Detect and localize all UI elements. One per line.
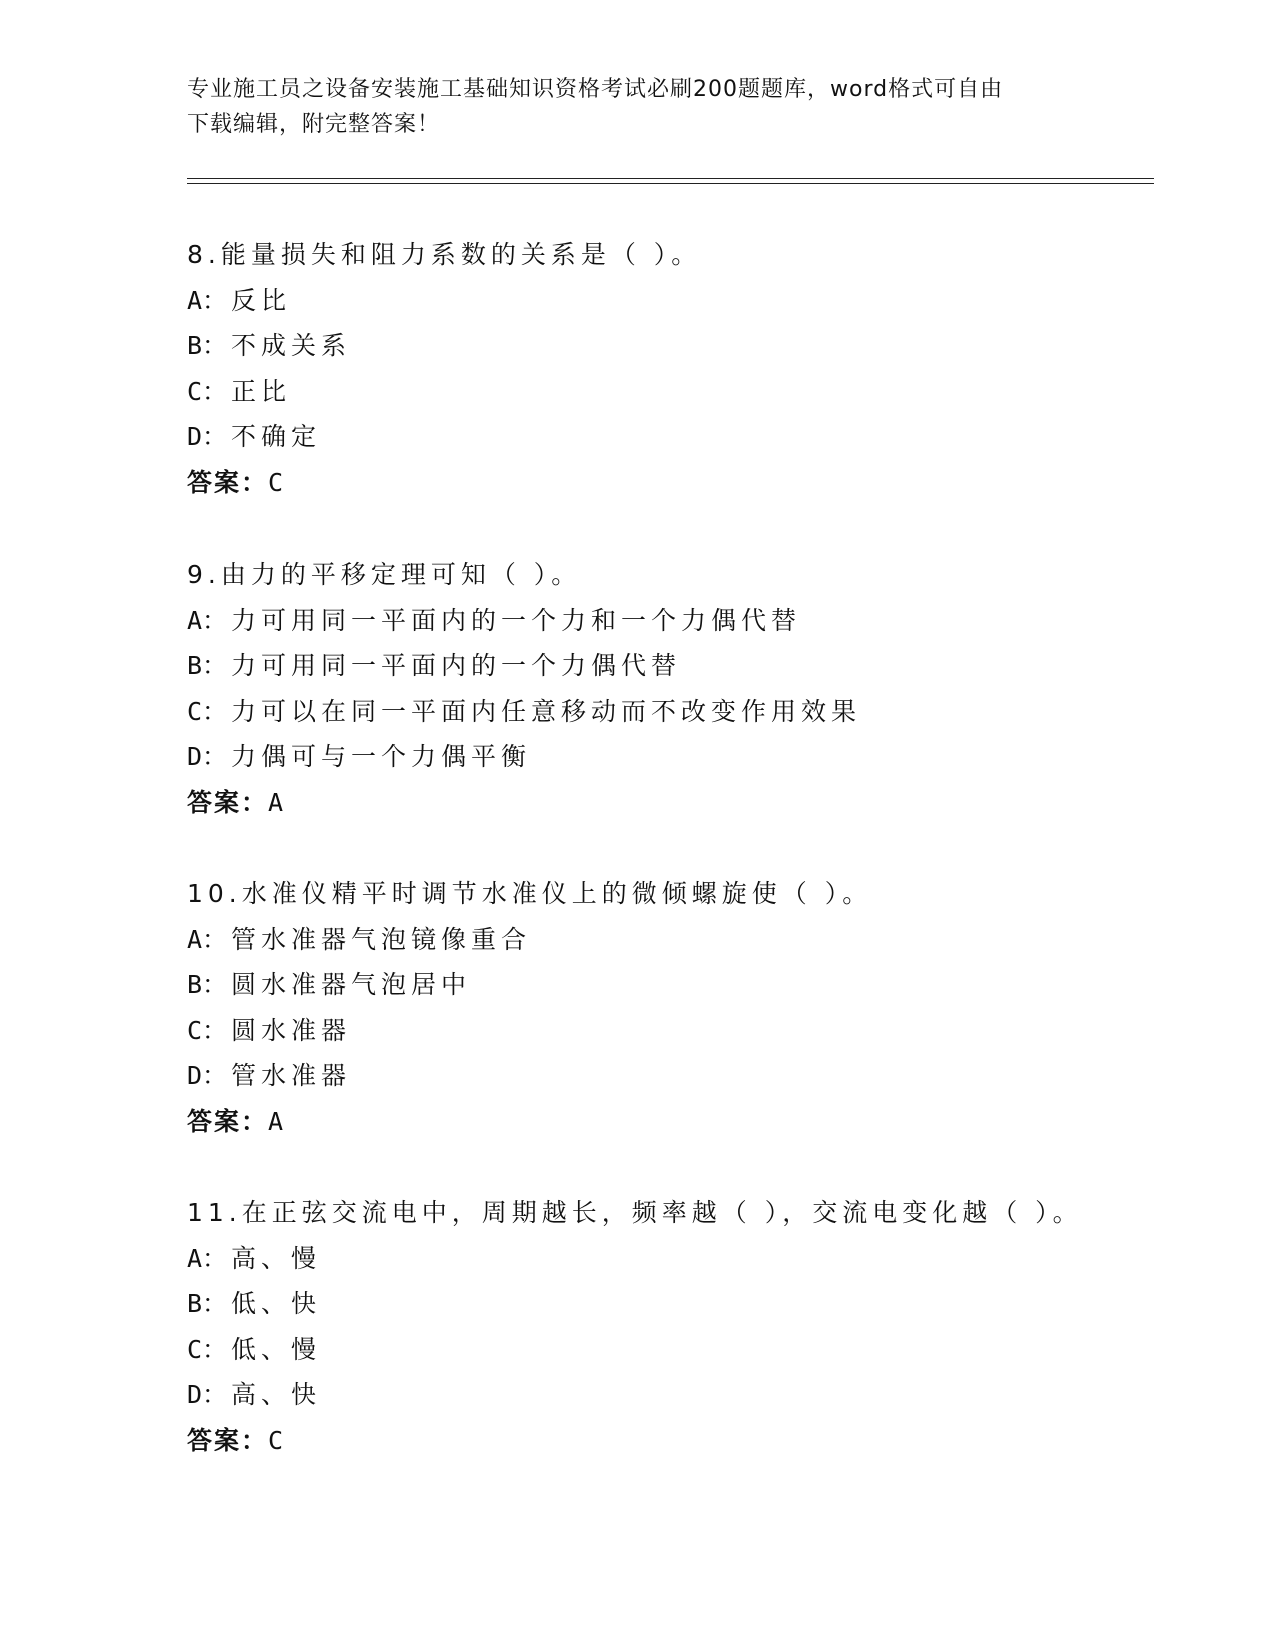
option-text: 力可用同一平面内的一个力和一个力偶代替 (231, 605, 802, 635)
option-text: 低、慢 (231, 1334, 322, 1364)
question-11 (187, 1190, 1187, 1464)
question-10 (187, 871, 1187, 1145)
option-key: C： (187, 1015, 228, 1045)
option-text: 力可用同一平面内的一个力偶代替 (231, 651, 682, 681)
answer-value: A (268, 787, 284, 817)
option-key: A： (187, 285, 228, 315)
option-text: 力偶可与一个力偶平衡 (231, 742, 532, 772)
answer-line (187, 1418, 1187, 1464)
answer-label: 答案： (187, 467, 269, 497)
option-key: A： (187, 924, 228, 954)
option-key: B： (187, 970, 228, 1000)
question-stem: 9.由力的平移定理可知（ ）。 (187, 560, 582, 589)
answer-line (187, 780, 1187, 826)
option-key: D： (187, 1380, 228, 1410)
option-text: 圆水准器 (231, 1015, 352, 1045)
option-a (187, 598, 1187, 644)
option-key: D： (187, 422, 228, 452)
option-d (187, 734, 1187, 780)
option-b (187, 1281, 1187, 1327)
answer-line (187, 1099, 1187, 1145)
option-text: 正比 (231, 376, 292, 406)
header-rule-top (187, 178, 1154, 179)
option-c (187, 1327, 1187, 1373)
option-c (187, 369, 1187, 415)
question-9 (187, 552, 1187, 826)
option-key: C： (187, 1334, 228, 1364)
option-text: 管水准器气泡镜像重合 (231, 924, 532, 954)
option-text: 低、快 (231, 1289, 322, 1319)
option-b (187, 962, 1187, 1008)
header-line-1: 专业施工员之设备安装施工基础知识资格考试必刷200题题库，word格式可自由 (187, 77, 1004, 102)
option-text: 圆水准器气泡居中 (231, 970, 472, 1000)
option-key: A： (187, 1243, 228, 1273)
option-key: A： (187, 605, 228, 635)
header-rule-bottom (187, 183, 1154, 184)
option-text: 管水准器 (231, 1061, 352, 1091)
option-text: 不确定 (231, 422, 322, 452)
option-b (187, 643, 1187, 689)
answer-line (187, 460, 1187, 506)
question-stem: 8.能量损失和阻力系数的关系是（ ）。 (187, 240, 702, 269)
option-a (187, 1236, 1187, 1282)
option-key: D： (187, 742, 228, 772)
option-key: D： (187, 1061, 228, 1091)
option-text: 不成关系 (231, 331, 352, 361)
option-d (187, 1053, 1187, 1099)
option-d (187, 414, 1187, 460)
answer-value: C (268, 1425, 284, 1455)
answer-label: 答案： (187, 787, 269, 817)
header-line-2: 下载编辑，附完整答案！ (187, 112, 441, 137)
question-stem: 11.在正弦交流电中，周期越长，频率越（ ），交流电变化越（ ）。 (187, 1198, 1083, 1227)
option-c (187, 1008, 1187, 1054)
option-key: B： (187, 651, 228, 681)
option-b (187, 323, 1187, 369)
option-key: C： (187, 376, 228, 406)
option-text: 高、快 (231, 1380, 322, 1410)
answer-label: 答案： (187, 1425, 269, 1455)
option-a (187, 278, 1187, 324)
option-key: C： (187, 696, 228, 726)
answer-value: C (268, 467, 284, 497)
option-c (187, 689, 1187, 735)
option-key: B： (187, 1289, 228, 1319)
option-text: 高、慢 (231, 1243, 322, 1273)
option-a (187, 917, 1187, 963)
option-d (187, 1372, 1187, 1418)
option-text: 力可以在同一平面内任意移动而不改变作用效果 (231, 696, 862, 726)
answer-value: A (268, 1106, 284, 1136)
question-8 (187, 232, 1187, 506)
question-stem: 10.水准仪精平时调节水准仪上的微倾螺旋使（ ）。 (187, 879, 873, 908)
option-key: B： (187, 331, 228, 361)
document-header (187, 72, 1067, 142)
option-text: 反比 (231, 285, 292, 315)
answer-label: 答案： (187, 1106, 269, 1136)
